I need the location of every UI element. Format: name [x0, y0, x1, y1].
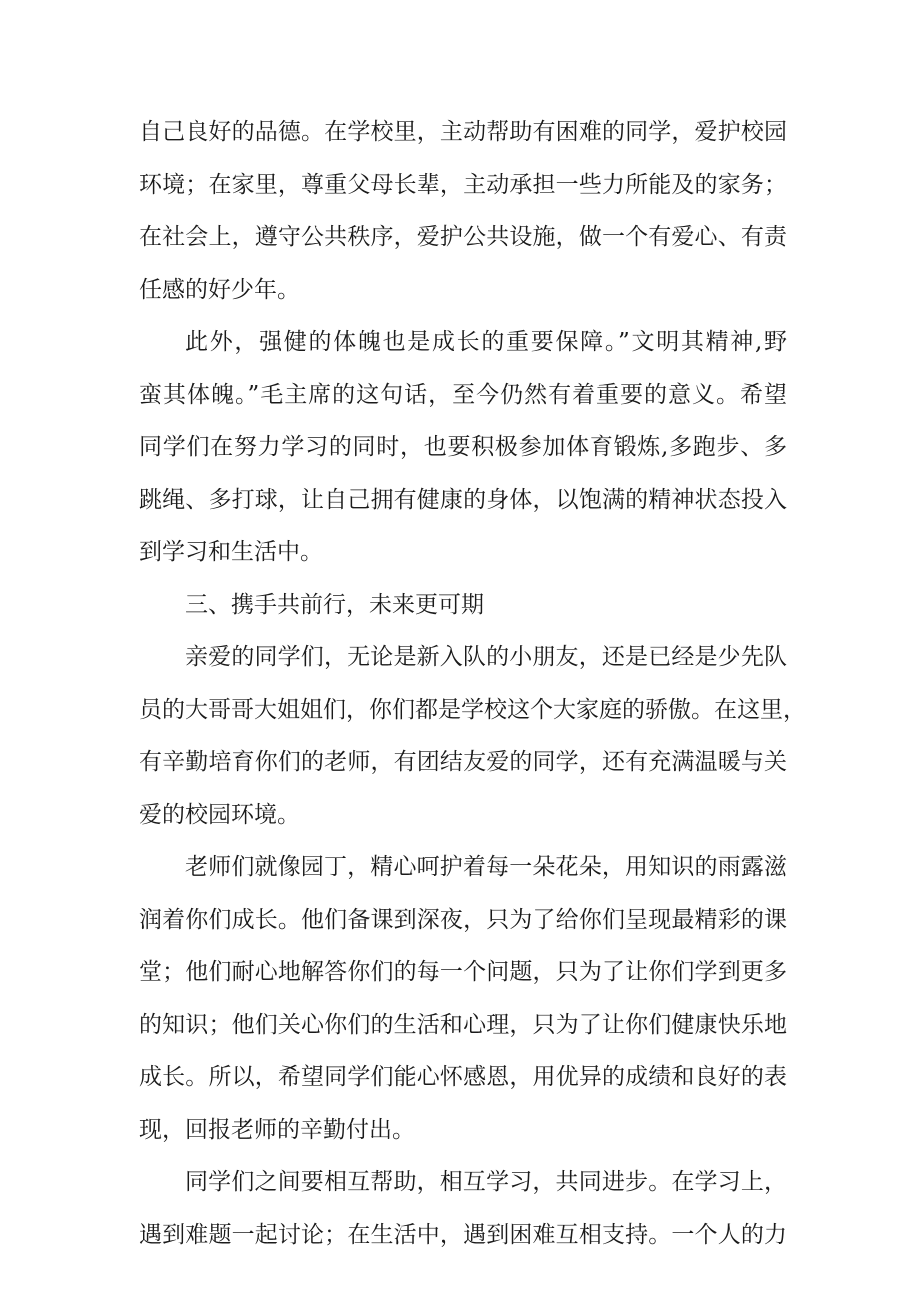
text-line: 润着你们成长。他们备课到深夜，只为了给你们呈现最精彩的课	[139, 906, 787, 933]
paragraph	[139, 841, 787, 1156]
paragraph	[139, 316, 787, 579]
text-line: 遇到难题一起讨论；在生活中，遇到困难互相支持。一个人的力	[139, 1221, 787, 1248]
document-body	[139, 106, 806, 1261]
paragraph	[139, 631, 806, 841]
text-line: 现，回报老师的辛勤付出。	[139, 1116, 415, 1143]
text-line: 亲爱的同学们，无论是新入队的小朋友，还是已经是少先队	[185, 644, 787, 670]
text-line: 自己良好的品德。在学校里，主动帮助有困难的同学，爱护校园	[139, 119, 787, 145]
paragraph	[139, 1156, 787, 1261]
text-line: 有辛勤培育你们的老师，有团结友爱的同学，还有充满温暖与关	[139, 749, 787, 775]
text-line: 此外，强健的体魄也是成长的重要保障。”文明其精神,野	[185, 329, 787, 355]
heading-text: 三、携手共前行，未来更可期	[185, 591, 484, 618]
text-line: 到学习和生活中。	[139, 539, 323, 565]
text-line: 同学们在努力学习的同时，也要积极参加体育锻炼,多跑步、多	[139, 434, 787, 460]
text-line: 同学们之间要相互帮助，相互学习，共同进步。在学习上，	[185, 1169, 787, 1195]
text-line: 的知识；他们关心你们的生活和心理，只为了让你们健康快乐地	[139, 1011, 787, 1038]
text-line: 成长。所以，希望同学们能心怀感恩，用优异的成绩和良好的表	[139, 1064, 787, 1090]
text-line: 爱的校园环境。	[139, 801, 300, 828]
text-line: 任感的好少年。	[139, 276, 300, 303]
text-line: 环境；在家里，尊重父母长辈，主动承担一些力所能及的家务；	[139, 171, 787, 198]
paragraph	[139, 106, 787, 316]
text-line: 员的大哥哥大姐姐们，你们都是学校这个大家庭的骄傲。在这里，	[139, 696, 806, 723]
text-line: 在社会上，遵守公共秩序，爱护公共设施，做一个有爱心、有责	[139, 224, 787, 250]
text-line: 堂；他们耐心地解答你们的每一个问题，只为了让你们学到更多	[139, 959, 787, 985]
text-line: 老师们就像园丁，精心呵护着每一朵花朵，用知识的雨露滋	[185, 854, 787, 880]
text-line: 蛮其体魄。”毛主席的这句话，至今仍然有着重要的意义。希望	[139, 381, 787, 408]
text-line: 跳绳、多打球，让自己拥有健康的身体，以饱满的精神状态投入	[139, 486, 787, 513]
section-heading	[139, 579, 787, 632]
